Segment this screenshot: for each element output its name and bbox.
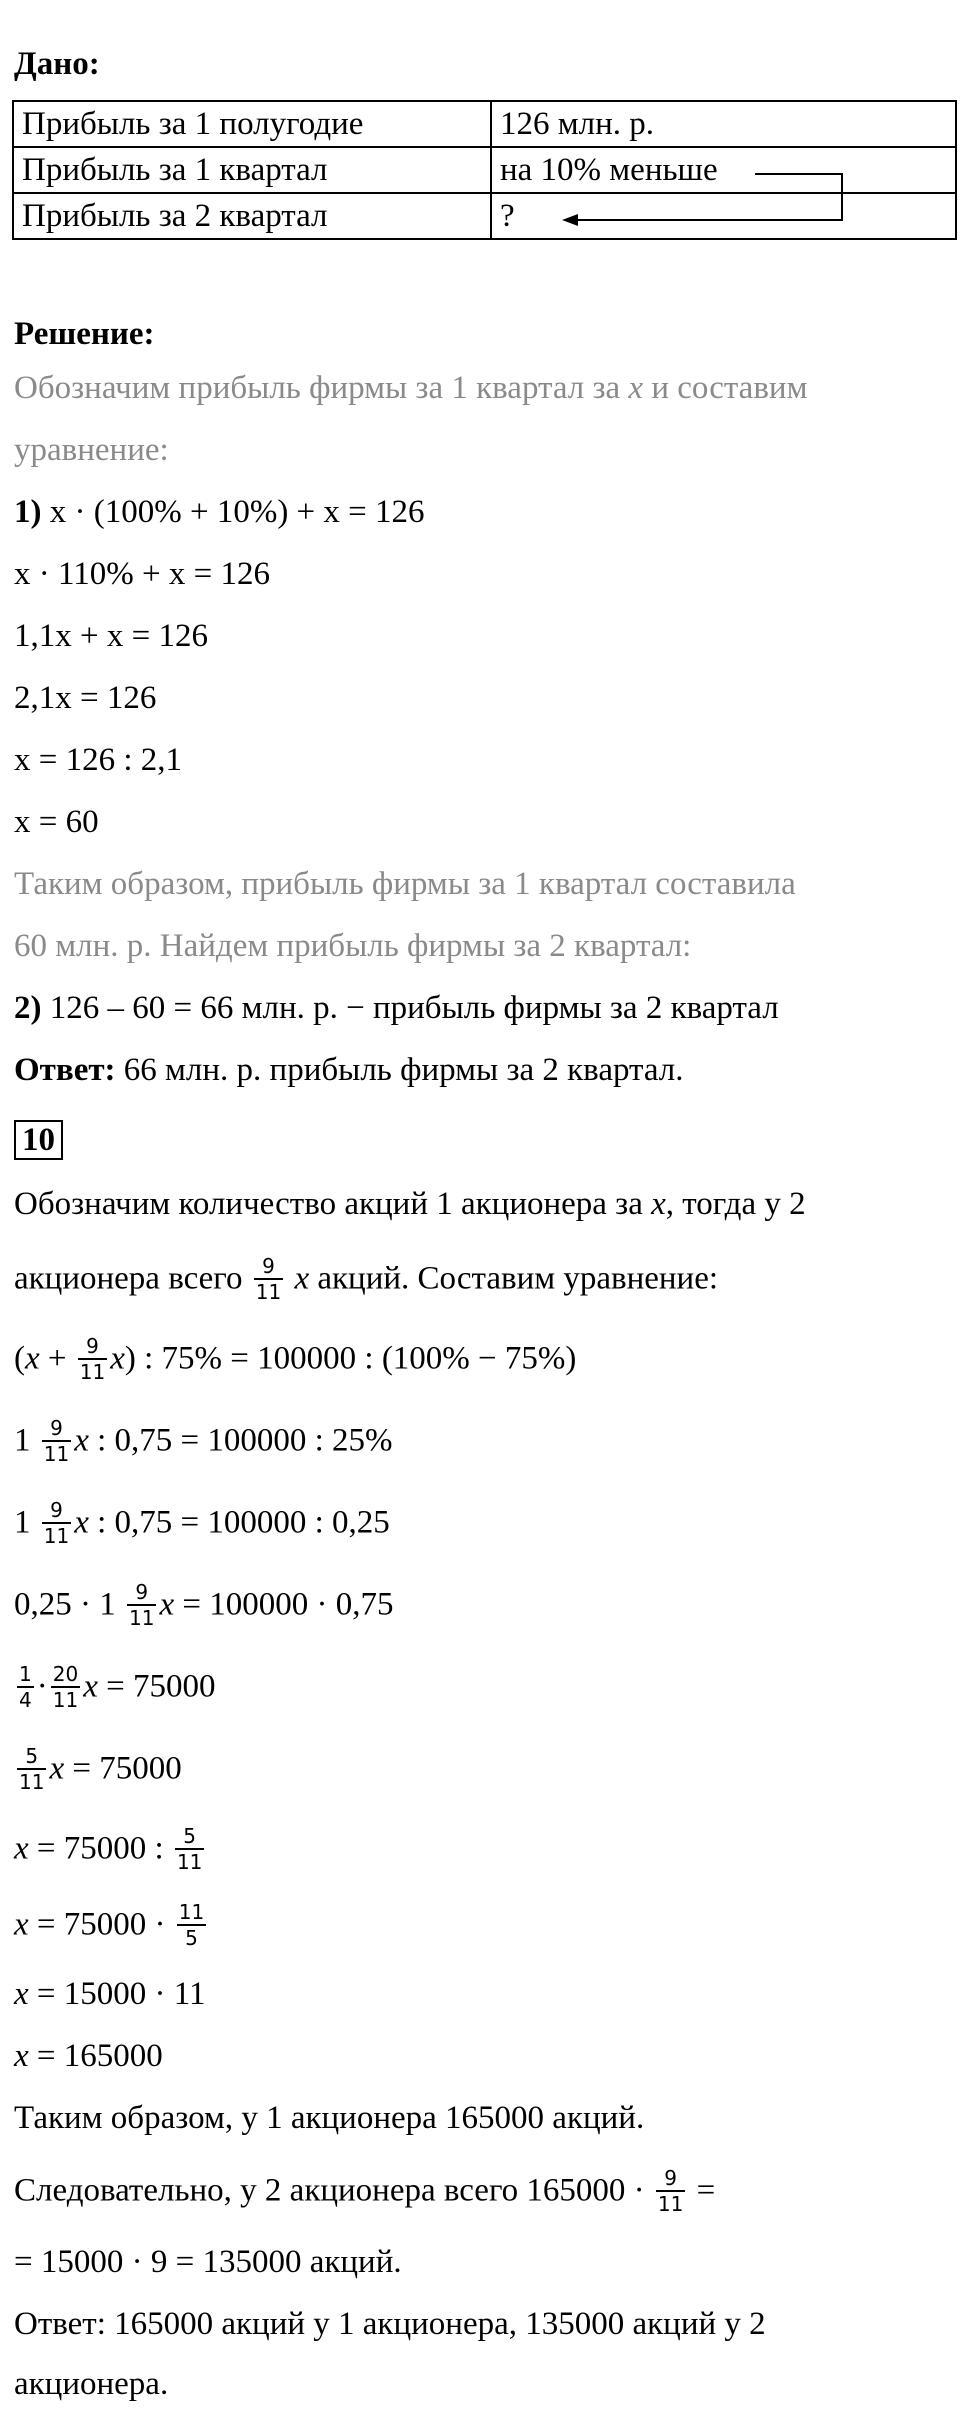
equation	[14, 1582, 393, 1632]
fraction	[127, 1580, 156, 1630]
text: : 0,75 = 100000 : 25%	[97, 1422, 393, 1459]
fraction	[656, 2166, 685, 2216]
equation	[14, 1500, 390, 1550]
text: = 75000	[106, 1668, 216, 1705]
equation: x = 126 : 2,1	[14, 742, 183, 778]
variable: x	[74, 1504, 89, 1541]
numerator: 9	[664, 2166, 678, 2190]
text: 1	[14, 1422, 31, 1459]
numerator: 9	[50, 1416, 63, 1440]
equation	[14, 1826, 207, 1876]
text: (	[14, 1340, 25, 1377]
denominator: 11	[176, 1850, 203, 1874]
variable: x	[651, 1186, 666, 1222]
denominator: 11	[43, 1524, 70, 1548]
answer-label: Ответ:	[14, 1052, 116, 1088]
text: : 0,75 = 100000 : 0,25	[97, 1504, 390, 1541]
text: ) : 75% = 100000 : (100% − 75%)	[124, 1340, 577, 1377]
variable: x	[110, 1340, 125, 1377]
equation	[14, 1664, 215, 1714]
step-number: 1)	[14, 494, 42, 530]
text: 0,25 · 1	[14, 1586, 116, 1623]
table-cell: 126 млн. р.	[491, 101, 956, 147]
equation: x · (100% + 10%) + x = 126	[49, 494, 425, 530]
equation: 2,1x = 126	[14, 680, 157, 716]
numerator: 5	[25, 1744, 39, 1768]
solution-intro	[14, 368, 807, 408]
variable: x	[14, 2038, 29, 2074]
numerator: 20	[52, 1662, 79, 1686]
solution-heading: Решение:	[14, 316, 155, 352]
variable: x	[14, 1976, 29, 2012]
text: +	[39, 1340, 67, 1377]
denominator: 11	[129, 1606, 155, 1630]
fraction	[42, 1498, 71, 1548]
text: 1	[14, 1504, 31, 1541]
solution-intro-cont: уравнение:	[14, 432, 169, 468]
text: Обозначим количество акций 1 акционера за	[14, 1186, 643, 1222]
fraction	[78, 1334, 107, 1384]
table-cell: Прибыль за 1 полугодие	[13, 101, 491, 147]
fraction	[254, 1254, 283, 1304]
variable: x	[83, 1668, 98, 1705]
text: акций. Составим уравнение:	[317, 1260, 719, 1297]
answer-cont: акционера.	[14, 2366, 169, 2402]
numerator: 11	[178, 1900, 205, 1924]
text: = 165000	[36, 2038, 163, 2074]
fraction	[51, 1662, 80, 1712]
text: = 100000 · 0,75	[182, 1586, 394, 1623]
table-cell: Прибыль за 2 квартал	[13, 193, 491, 239]
denominator: 11	[52, 1688, 79, 1712]
equation-step-1	[14, 492, 425, 532]
variable: x	[49, 1750, 65, 1787]
variable: x	[14, 1906, 29, 1943]
variable: x	[74, 1422, 89, 1459]
answer: Ответ: 165000 акций у 1 акционера, 135000 акций у 2	[14, 2306, 766, 2342]
equation: x = 60	[14, 804, 99, 840]
fraction	[177, 1900, 206, 1950]
denominator: 11	[255, 1280, 282, 1304]
denominator: 11	[43, 1442, 70, 1466]
text: = 75000	[72, 1750, 182, 1787]
equation-step-2	[14, 988, 779, 1028]
denominator: 4	[19, 1688, 32, 1712]
text: =	[696, 2172, 716, 2209]
equation: x · 110% + x = 126	[14, 556, 270, 592]
conclusion: = 15000 · 9 = 135000 акций.	[14, 2244, 402, 2280]
numerator: 1	[19, 1662, 32, 1686]
text: акционера всего	[14, 1260, 243, 1297]
equation	[14, 1902, 209, 1952]
solution-note-cont: 60 млн. р. Найдем прибыль фирмы за 2 квартал:	[14, 928, 692, 964]
answer	[14, 1050, 684, 1090]
solution-note: Таким образом, прибыль фирмы за 1 квартал составила	[14, 866, 796, 902]
equation	[14, 2036, 163, 2076]
denominator: 5	[177, 1924, 206, 1950]
text: = 75000 :	[36, 1830, 164, 1867]
task-number-box: 10	[14, 1120, 63, 1160]
numerator: 9	[262, 1254, 275, 1278]
variable: x	[628, 370, 644, 406]
table-row	[13, 147, 956, 193]
answer-text: 66 млн. р. прибыль фирмы за 2 квартал.	[123, 1052, 684, 1088]
variable: x	[14, 1830, 29, 1867]
equation	[14, 1418, 393, 1468]
equation: 126 – 60 = 66 млн. р. − прибыль фирмы за 2 квартал	[49, 990, 779, 1026]
numerator: 9	[135, 1580, 149, 1604]
table-cell: на 10% меньше	[491, 147, 956, 193]
numerator: 9	[86, 1334, 99, 1358]
conclusion	[14, 2168, 715, 2218]
numerator: 5	[183, 1824, 197, 1848]
text: ·	[36, 1668, 48, 1705]
step-number: 2)	[14, 990, 42, 1026]
equation	[14, 1974, 206, 2014]
conclusion: Таким образом, у 1 акционера 165000 акций.	[14, 2100, 645, 2136]
task-number	[14, 1120, 63, 1160]
variable: x	[25, 1340, 40, 1377]
equation	[14, 1336, 576, 1386]
fraction	[175, 1824, 204, 1874]
text: = 75000 ·	[36, 1906, 166, 1943]
text: Следовательно, у 2 акционера всего 165000 ·	[14, 2172, 645, 2209]
table-cell: Прибыль за 1 квартал	[13, 147, 491, 193]
text: = 15000 · 11	[36, 1976, 206, 2012]
text: , тогда у 2	[665, 1186, 806, 1222]
denominator: 11	[657, 2192, 684, 2216]
denominator: 11	[79, 1360, 106, 1384]
text: и составим	[651, 370, 808, 406]
task10-intro	[14, 1184, 806, 1224]
fraction	[42, 1416, 71, 1466]
text: Обозначим прибыль фирмы за 1 квартал за	[14, 370, 621, 406]
table-cell: ?	[491, 193, 956, 239]
equation	[14, 1746, 182, 1796]
table-row	[13, 101, 956, 147]
given-table	[12, 100, 957, 240]
task10-intro-cont	[14, 1256, 718, 1306]
given-heading: Дано:	[14, 46, 100, 82]
fraction	[17, 1662, 34, 1712]
equation: 1,1x + x = 126	[14, 618, 208, 654]
fraction	[17, 1744, 46, 1794]
variable: x	[159, 1586, 175, 1623]
table-row	[13, 193, 956, 239]
numerator: 9	[50, 1498, 63, 1522]
denominator: 11	[19, 1770, 45, 1794]
variable: x	[294, 1260, 310, 1297]
